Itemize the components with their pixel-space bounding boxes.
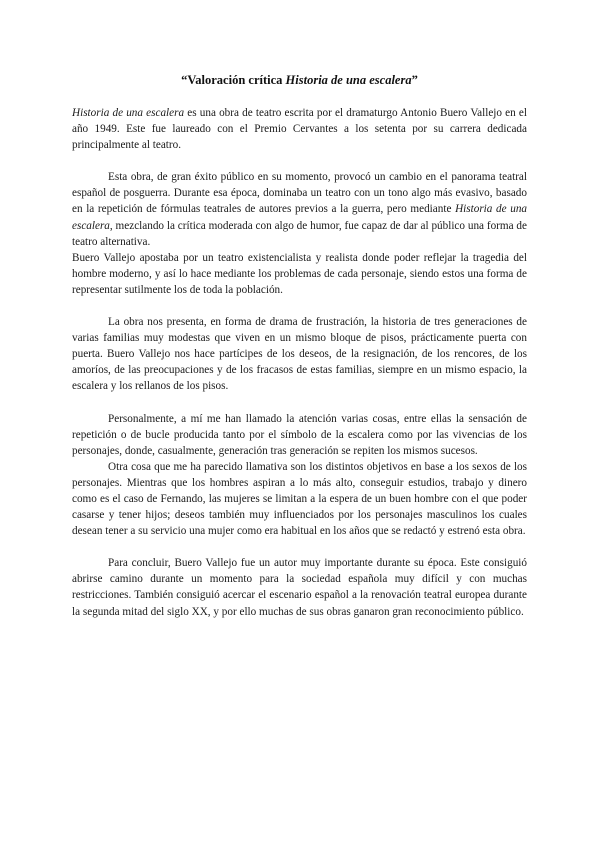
paragraph-personal-opinion: Personalmente, a mí me han llamado la atención varias cosas, entre ellas la sensación de repetición o de bucle producida tanto por el símbolo de la escalera como por las vivencias de los personajes, donde, casualmente, generación tras generación se repiten los mismos sucesos. — [72, 412, 527, 457]
paragraph-context-before: Esta obra, de gran éxito público en su momento, provocó un cambio en el panorama teatral español de posguerra. Durante esa época, dominaba un teatro con un tono algo más evasivo, basado en la repetición de fórmulas teatrales de autores previos a la guerra, pero mediante — [72, 171, 527, 216]
paragraph-spacer — [72, 395, 527, 411]
paragraph-plot: La obra nos presenta, en forma de drama de frustración, la historia de tres generaciones de varias familias muy modestas que viven en un mismo bloque de pisos, prácticamente puerta con puerta. Buero Vallejo nos hace partícipes de los deseos, de la resignación, de los rencores, de los amoríos, de las preocupaciones y de los fracasos de estas familias, siempre en un mismo espacio, la escalera y los rellanos de los pisos. — [72, 316, 527, 393]
title-close-quote: ” — [411, 73, 418, 87]
paragraph-context-after: , mezclando la crítica moderada con algo de humor, fue capaz de dar al público una forma de teatro alternativa. — [72, 219, 527, 248]
paragraph-introduction-text: es una obra de teatro escrita por el dramaturgo Antonio Buero Vallejo en el año 1949. Este fue laureado con el Premio Cervantes a los setenta por su carrera dedicada principalmente al teatro. — [72, 107, 527, 152]
document-body — [72, 72, 527, 620]
paragraph-spacer — [72, 539, 527, 555]
paragraph-existentialism: Buero Vallejo apostaba por un teatro existencialista y realista donde poder reflejar la tragedia del hombre moderno, y así lo hace mediante los problemas de cada personaje, siendo estos una forma de representar sutilmente los de toda la población. — [72, 251, 527, 296]
paragraph-gender-roles: Otra cosa que me ha parecido llamativa son los distintos objetivos en base a los sexos de los personajes. Mientras que los hombres aspiran a lo más alto, conseguir estudios, trabajo y dinero como es el caso de Fernando, las mujeres se limitan a la espera de un buen hombre con el que poder casarse y tener hijos; deseos también muy influenciados por los personajes masculinos los cuales desean tener a su servicio una mujer como era habitual en los años que se redactó y estrenó esta obra. — [72, 460, 527, 538]
document-title — [72, 72, 527, 88]
work-title-italic: Historia de una escalera — [72, 107, 185, 119]
paragraph-introduction — [72, 105, 527, 153]
work-title-italic: Historia de una escalera — [72, 203, 528, 232]
paragraph-spacer — [72, 153, 527, 169]
title-open-quote: “ — [181, 73, 188, 87]
paragraph-conclusion: Para concluir, Buero Vallejo fue un autor muy importante durante su época. Este consiguió abrirse camino durante un momento para la sociedad española muy difícil y con muchas restricciones. También consiguió acercar el escenario español a la renovación teatral europea durante la segunda mitad del siglo XX, y por ello muchas de sus obras ganaron gran reconocimiento público. — [72, 557, 527, 618]
title-italic: Historia de una escalera — [285, 73, 412, 87]
title-plain: Valoración crítica — [187, 73, 286, 87]
paragraph-context — [72, 169, 527, 249]
paragraph-spacer — [72, 298, 527, 314]
